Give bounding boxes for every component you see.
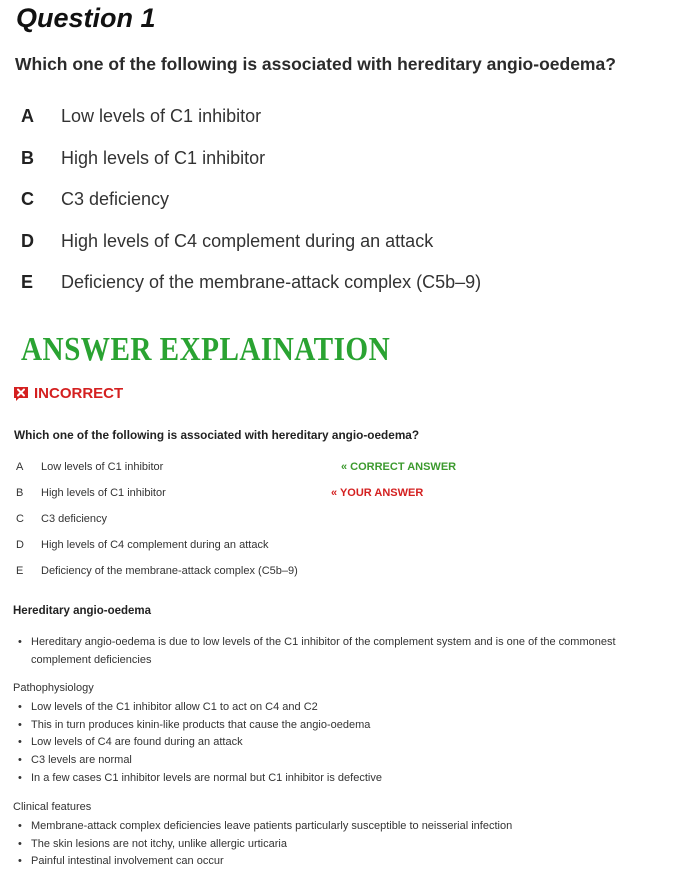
option-letter: A [21, 106, 34, 126]
list-item: • Hereditary angio-oedema is due to low levels of the C1 inhibitor of the complement system and is one of the commonest complement deficiencies [18, 634, 658, 669]
answer-option-a [16, 461, 676, 487]
list-item: • The skin lesions are not itchy, unlike allergic urticaria [18, 836, 658, 854]
question-options [21, 106, 661, 314]
option-text: Low levels of C1 inhibitor [41, 461, 164, 473]
option-letter: A [16, 461, 24, 473]
list-item: • In a few cases C1 inhibitor levels are normal but C1 inhibitor is defective [18, 770, 658, 788]
option-c[interactable] [21, 189, 661, 231]
option-e[interactable] [21, 272, 661, 314]
option-text: High levels of C4 complement during an attack [61, 230, 434, 251]
list-item: • Low levels of the C1 inhibitor allow C1 to act on C4 and C2 [18, 699, 658, 717]
question-title: Question 1 [16, 3, 156, 33]
list-item: • Painful intestinal involvement can occur [18, 853, 658, 871]
answer-options [16, 461, 676, 591]
answer-option-b [16, 487, 676, 513]
pathophysiology-label: Pathophysiology [13, 682, 94, 694]
clinical-features-label: Clinical features [13, 801, 92, 813]
list-item: • C3 levels are normal [18, 752, 658, 770]
option-letter: C [21, 189, 34, 210]
answer-question-text: Which one of the following is associated with hereditary angio-oedema? [14, 428, 420, 442]
option-text: C3 deficiency [61, 189, 170, 210]
your-answer-flag: « YOUR ANSWER [331, 487, 424, 499]
answer-option-c [16, 513, 676, 539]
option-letter: C [16, 513, 24, 525]
list-item: • Low levels of C4 are found during an attack [18, 734, 658, 752]
option-text: High levels of C1 inhibitor [61, 147, 266, 168]
option-letter: E [21, 272, 34, 293]
intro-list [18, 634, 658, 669]
answer-option-e [16, 565, 676, 591]
explanation-title: Hereditary angio-oedema [13, 605, 152, 617]
option-letter: E [16, 565, 24, 577]
option-d[interactable] [21, 231, 661, 273]
answer-explanation-heading: ANSWER EXPLAINATION [21, 331, 391, 368]
option-a[interactable] [21, 106, 661, 148]
list-item: • This in turn produces kinin-like products that cause the angio-oedema [18, 717, 658, 735]
option-text: High levels of C4 complement during an attack [41, 539, 269, 551]
question-text: Which one of the following is associated with hereditary angio-oedema? [15, 54, 616, 74]
option-text: C3 deficiency [41, 513, 108, 525]
incorrect-icon [13, 386, 29, 402]
option-b[interactable] [21, 148, 661, 190]
option-letter: B [21, 147, 34, 168]
option-text: High levels of C1 inhibitor [41, 487, 166, 499]
option-text: Deficiency of the membrane-attack complex (C5b–9) [61, 272, 482, 293]
status-label: INCORRECT [34, 385, 124, 402]
clinical-features-list [18, 818, 658, 871]
option-text: Low levels of C1 inhibitor [61, 106, 262, 126]
result-status [13, 385, 123, 402]
option-letter: D [16, 539, 24, 551]
option-letter: B [16, 487, 24, 499]
correct-answer-flag: « CORRECT ANSWER [341, 461, 457, 473]
option-letter: D [21, 230, 34, 251]
option-text: Deficiency of the membrane-attack complex (C5b–9) [41, 565, 298, 577]
answer-option-d [16, 539, 676, 565]
list-item: • Membrane-attack complex deficiencies leave patients particularly susceptible to neisserial infection [18, 818, 658, 836]
pathophysiology-list [18, 699, 658, 788]
